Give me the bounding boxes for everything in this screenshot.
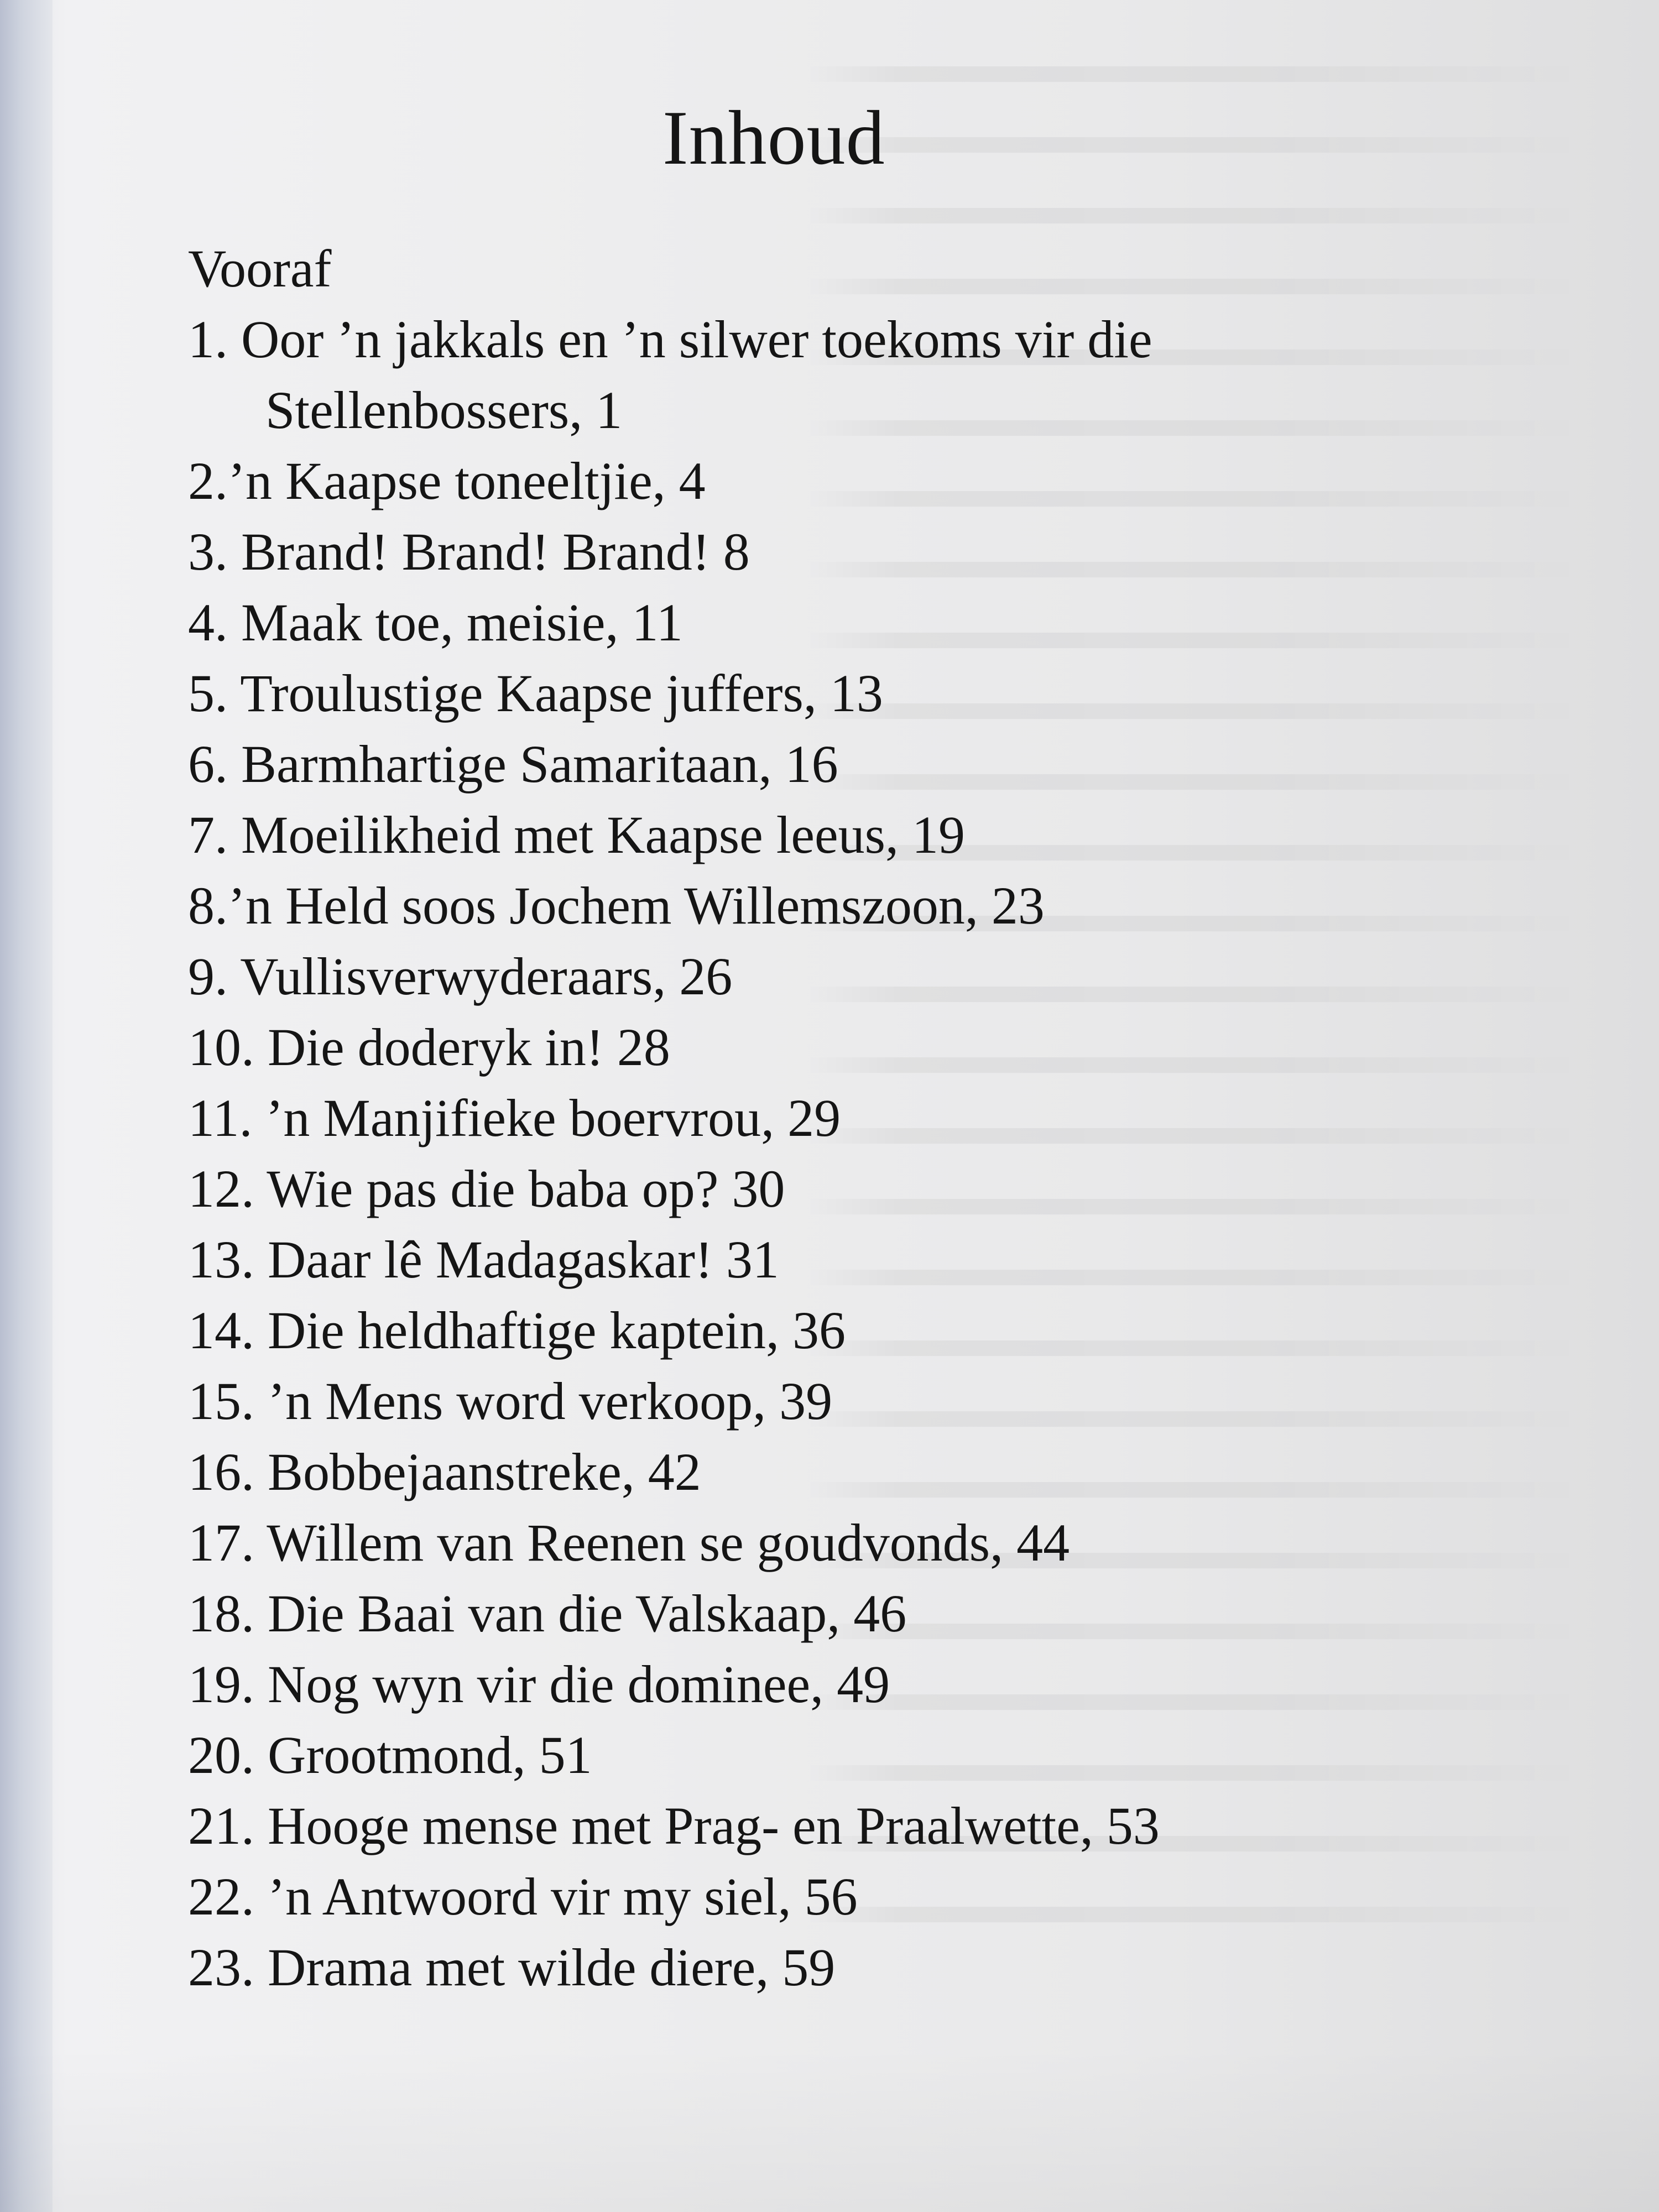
toc-entry-20: 20. Grootmond, 51 — [188, 1725, 592, 1785]
toc-entry-1-continuation: Stellenbossers, 1 — [265, 380, 623, 440]
page-title: Inhoud — [662, 95, 885, 181]
bottom-shadow — [0, 2046, 1659, 2212]
toc-entry-4: 4. Maak toe, meisie, 11 — [188, 593, 683, 652]
page-edge-shadow — [0, 0, 53, 2212]
toc-entry-21: 21. Hooge mense met Prag- en Praalwette, 53 — [188, 1796, 1160, 1855]
toc-entry-14: 14. Die heldhaftige kaptein, 36 — [188, 1301, 846, 1360]
toc-entry-13: 13. Daar lê Madagaskar! 31 — [188, 1230, 779, 1289]
toc-entry-1: 1. Oor ’n jakkals en ’n silwer toekoms vir die — [188, 310, 1152, 369]
toc-entry-9: 9. Vullisverwyderaars, 26 — [188, 947, 733, 1006]
toc-entry-17: 17. Willem van Reenen se goudvonds, 44 — [188, 1513, 1070, 1572]
toc-list — [188, 233, 1582, 2003]
toc-entry-2: 2.’n Kaapse toneeltjie, 4 — [188, 451, 706, 510]
toc-entry-3: 3. Brand! Brand! Brand! 8 — [188, 522, 750, 581]
toc-entry-8: 8.’n Held soos Jochem Willemszoon, 23 — [188, 876, 1045, 935]
toc-entry-6: 6. Barmhartige Samaritaan, 16 — [188, 734, 838, 794]
toc-entry-22: 22. ’n Antwoord vir my siel, 56 — [188, 1867, 858, 1926]
toc-entry-18: 18. Die Baai van die Valskaap, 46 — [188, 1584, 907, 1643]
toc-entry-19: 19. Nog wyn vir die dominee, 49 — [188, 1655, 890, 1714]
toc-entry-16: 16. Bobbejaanstreke, 42 — [188, 1442, 701, 1501]
toc-entry-7: 7. Moeilikheid met Kaapse leeus, 19 — [188, 805, 965, 864]
toc-entry-11: 11. ’n Manjifieke boervrou, 29 — [188, 1088, 841, 1147]
toc-entry-5: 5. Troulustige Kaapse juffers, 13 — [188, 664, 883, 723]
toc-entry-vooraf: Vooraf — [188, 239, 332, 298]
toc-entry-23: 23. Drama met wilde diere, 59 — [188, 1938, 836, 1997]
toc-entry-15: 15. ’n Mens word verkoop, 39 — [188, 1371, 833, 1431]
toc-entry-12: 12. Wie pas die baba op? 30 — [188, 1159, 785, 1218]
toc-entry-10: 10. Die doderyk in! 28 — [188, 1018, 670, 1077]
